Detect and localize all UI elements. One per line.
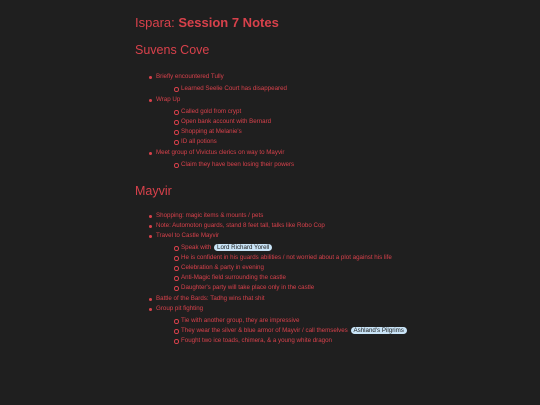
list-item <box>135 231 415 293</box>
sub-list-item <box>135 117 415 127</box>
sub-list-item-text: Open bank account with Bernard <box>181 118 272 125</box>
sub-list-item <box>135 336 415 346</box>
sub-list-item-text: ID all potions <box>181 138 217 145</box>
sub-list-item <box>135 160 415 170</box>
sub-list-item <box>135 263 415 273</box>
sub-list-item <box>135 316 415 326</box>
list-item <box>135 95 415 147</box>
section-heading-mayvir: Mayvir <box>135 184 172 198</box>
list-item <box>135 148 415 170</box>
list-item <box>135 304 415 346</box>
sub-list-item <box>135 84 415 94</box>
sub-list-item-text: Tie with another group, they are impressive <box>181 317 300 324</box>
sub-list-item <box>135 243 415 253</box>
page-title <box>135 14 415 32</box>
list-item-text: Group pit fighting <box>156 305 204 312</box>
sub-list-item-text: Speak with <box>181 244 212 251</box>
sub-list-item-text: He is confident in his guards abilities / not worried about a plot against his life <box>181 254 392 261</box>
sub-list-item-text: Learned Seelie Court has disappeared <box>181 85 287 92</box>
sub-list-item-text: Called gold from crypt <box>181 108 242 115</box>
sub-list-item-text: Shopping at Melanie's <box>181 128 242 135</box>
sub-list-item-text: Fought two ice toads, chimera, & a young white dragon <box>181 337 332 344</box>
sub-list-item-text: Claim they have been losing their powers <box>181 161 295 168</box>
suvens-cove-list <box>135 72 415 170</box>
sub-list-item <box>135 273 415 283</box>
sub-list-item <box>135 107 415 117</box>
list-item-text: Shopping: magic items & mounts / pets <box>156 212 264 219</box>
mayvir-list <box>135 211 415 346</box>
title-session: Session 7 Notes <box>178 15 279 30</box>
sub-list-item-text: Anti-Magic field surrounding the castle <box>181 274 286 281</box>
sub-list-item <box>135 283 415 293</box>
list-item <box>135 221 415 231</box>
mention-ashlands-pilgrims[interactable]: Ashland's Pilgrims <box>351 327 407 334</box>
list-item-text: Travel to Castle Mayvir <box>156 232 220 239</box>
sub-list-item <box>135 127 415 137</box>
document-body <box>135 14 415 347</box>
list-item <box>135 72 415 94</box>
list-item-text: Note: Automoton guards, stand 8 feet tall, talks like Robo Cop <box>156 222 325 229</box>
list-item-text: Battle of the Bards: Tadhg wins that shit <box>156 295 265 302</box>
list-item-text: Wrap Up <box>156 96 181 103</box>
mention-lord-richard-yorell[interactable]: Lord Richard Yorell <box>214 244 272 251</box>
list-item <box>135 294 415 304</box>
list-item-text: Briefly encountered Tully <box>156 73 224 80</box>
title-brand: Ispara: <box>135 15 175 30</box>
sub-list-item <box>135 137 415 147</box>
sub-list-item <box>135 326 415 336</box>
sub-list-item-text: Daughter's party will take place only in the castle <box>181 284 315 291</box>
section-heading-suvens-cove: Suvens Cove <box>135 43 210 57</box>
sub-list-item-text: Celebration & party in evening <box>181 264 264 271</box>
list-item <box>135 211 415 221</box>
sub-list-item-text: They wear the silver & blue armor of Mayvir / call themselves <box>181 327 348 334</box>
list-item-text: Meet group of Vivictus clerics on way to Mayvir <box>156 149 285 156</box>
sub-list-item <box>135 253 415 263</box>
